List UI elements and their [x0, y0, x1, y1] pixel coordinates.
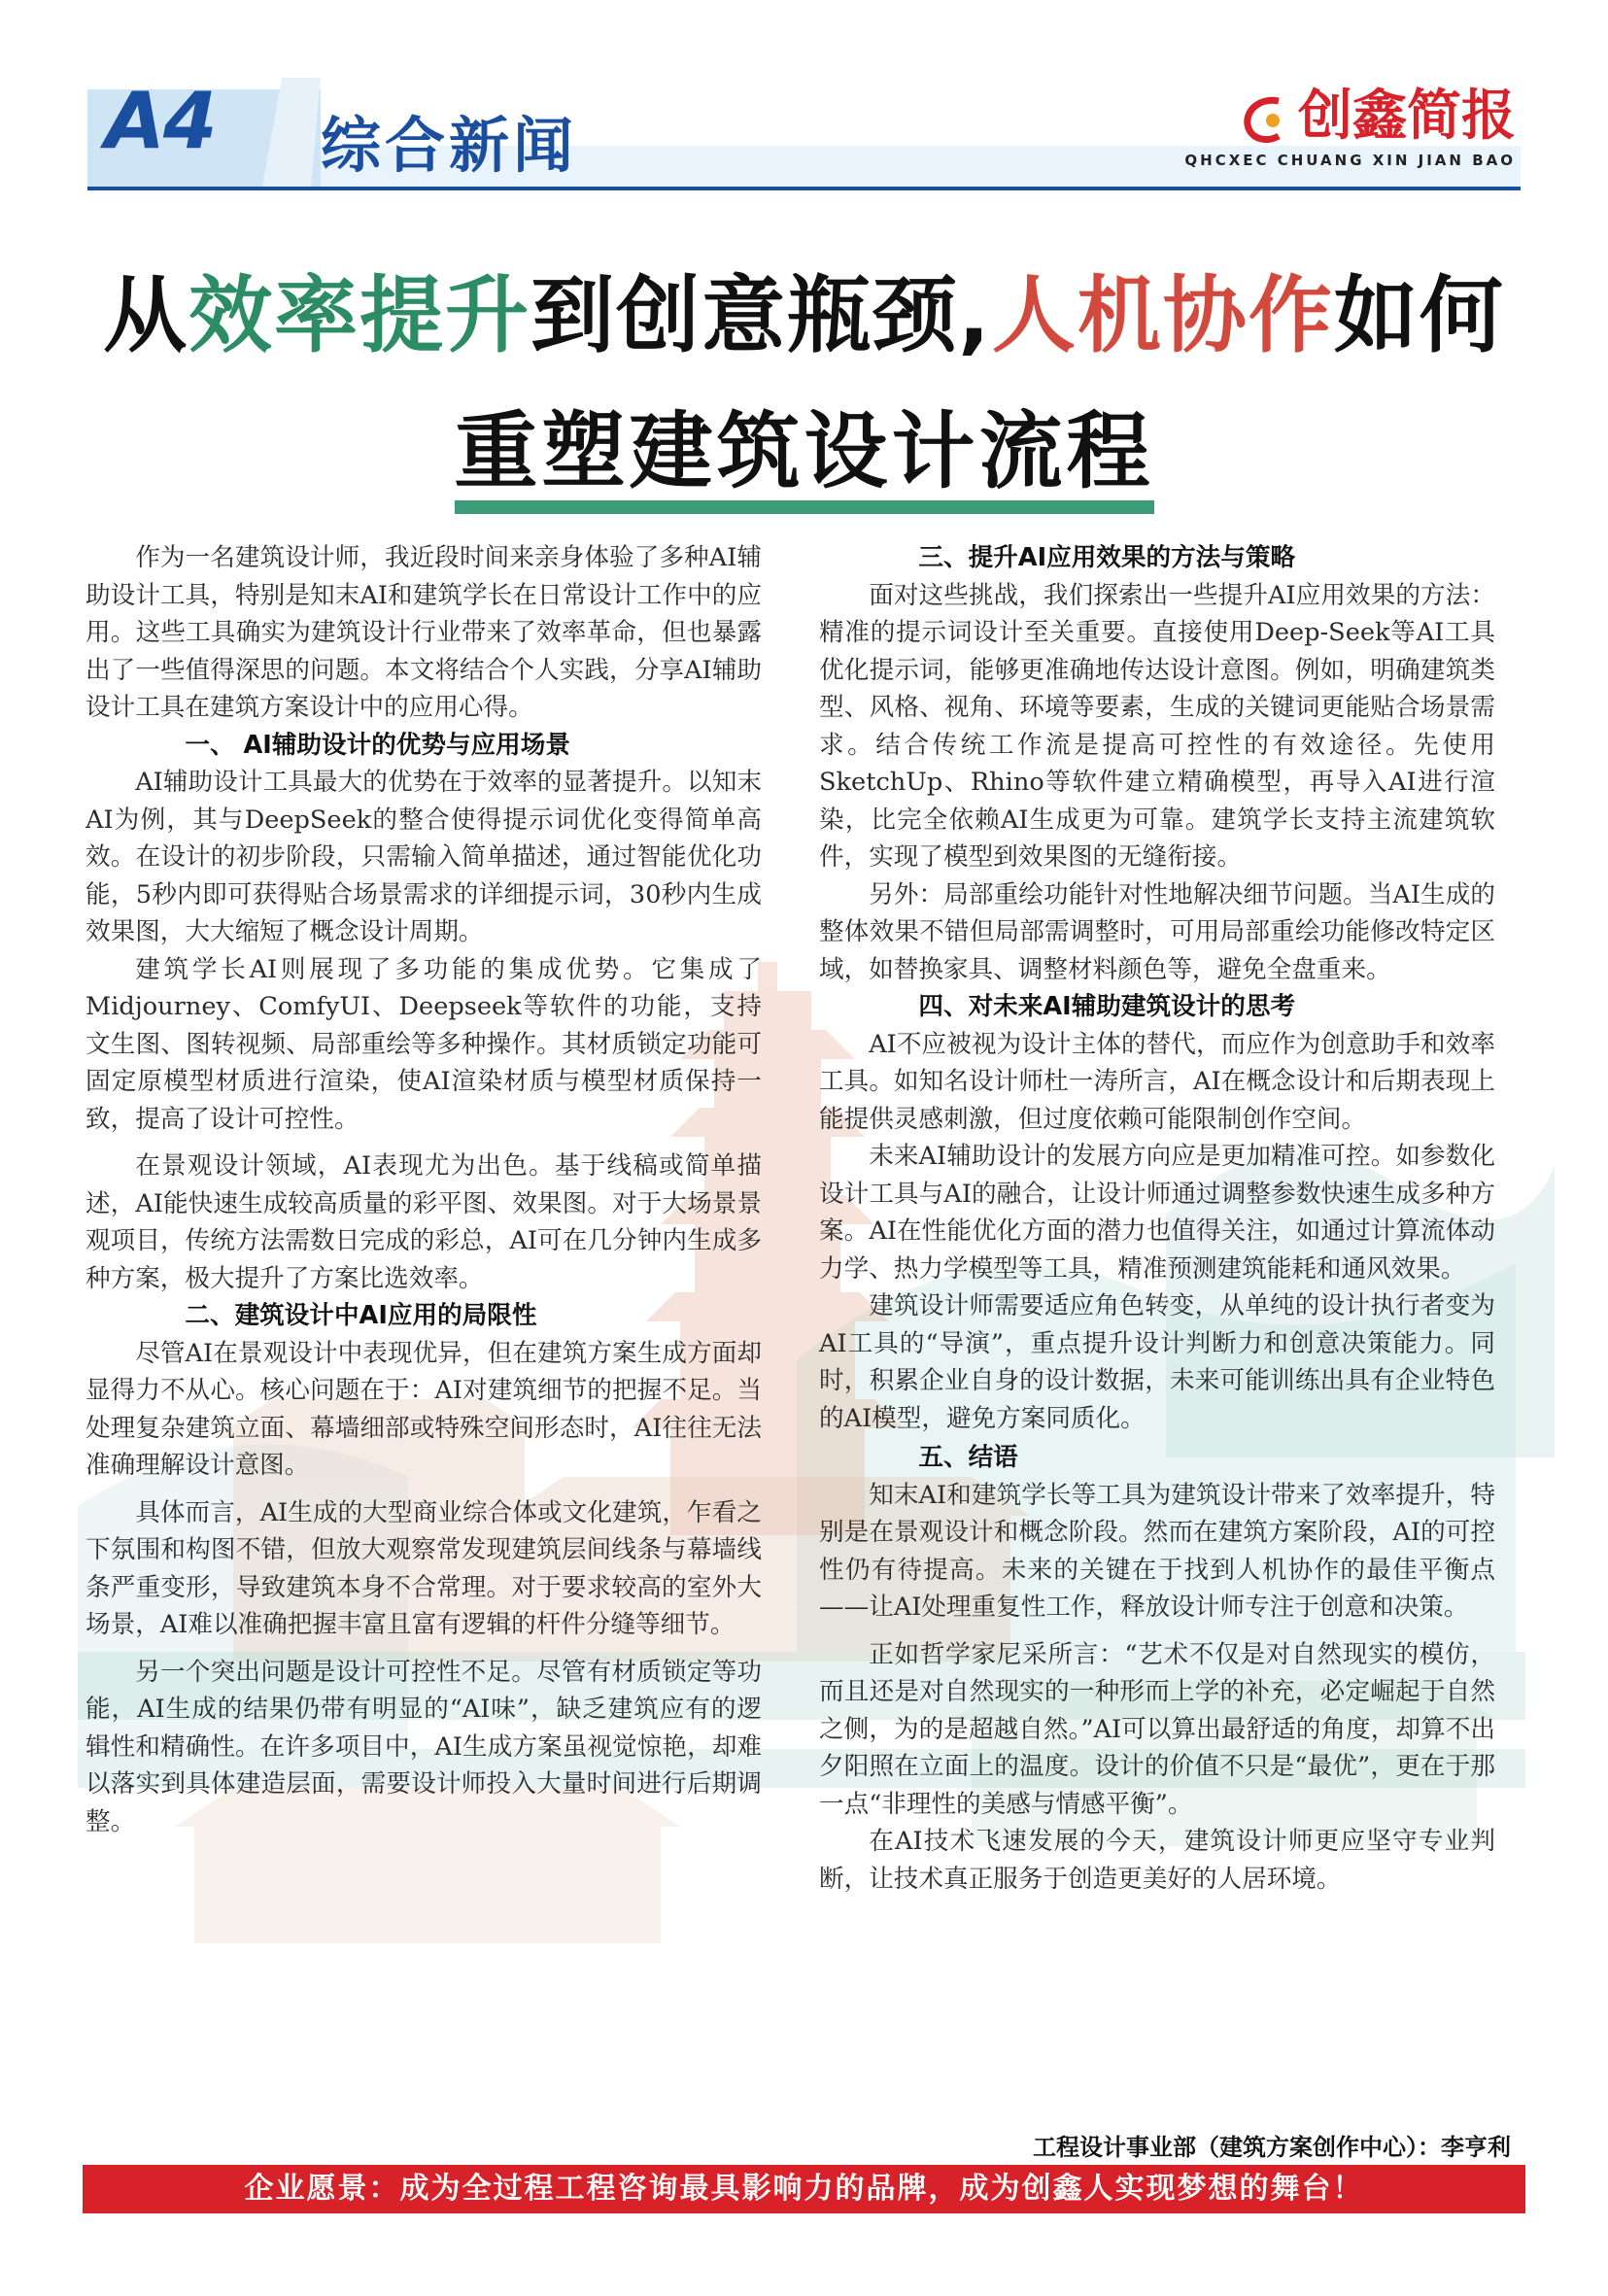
footer-vision-banner: 企业愿景：成为全过程工程咨询最具影响力的品牌，成为创鑫人实现梦想的舞台！: [83, 2165, 1525, 2213]
article-column-right: [819, 539, 1495, 1898]
paragraph: 另一个突出问题是设计可控性不足。尽管有材质锁定等功能，AI生成的结果仍带有明显的“AI味”，缺乏建筑应有的逻辑性和精确性。在许多项目中，AI生成方案虽视觉惊艳，却难以落实到具体建造层面，需要设计师投入大量时间进行后期调整。: [86, 1657, 762, 1836]
paragraph: 建筑设计师需要适应角色转变，从单纯的设计执行者变为AI工具的“导演”，重点提升设计判断力和创意决策能力。同时，积累企业自身的设计数据，未来可能训练出具有企业特色的AI模型，避免方案同质化。: [819, 1291, 1495, 1433]
logo-text-cn: 创鑫简报: [1298, 85, 1516, 148]
paragraph: 建筑学长AI则展现了多功能的集成优势。它集成了Midjourney、ComfyUI、Deepseek等软件的功能，支持文生图、图转视频、局部重绘等多种操作。其材质锁定功能可固定原模型材质进行渲染，使AI渲染材质与模型材质保持一致，提高了设计可控性。: [86, 954, 762, 1134]
paragraph: 知末AI和建筑学长等工具为建筑设计带来了效率提升，特别是在景观设计和概念阶段。然而在建筑方案阶段，AI的可控性仍有待提高。未来的关键在于找到人机协作的最佳平衡点——让AI处理重复性工作，释放设计师专注于创意和决策。: [819, 1480, 1495, 1622]
article-column-left: [86, 539, 762, 1840]
paragraph: 具体而言，AI生成的大型商业综合体或文化建筑，乍看之下氛围和构图不错，但放大观察常发现建筑层间线条与幕墙线条严重变形，导致建筑本身不合常理。对于要求较高的室外大场景，AI难以准确把握丰富且富有逻辑的杆件分缝等细节。: [86, 1497, 762, 1639]
paragraph: 正如哲学家尼采所言：“艺术不仅是对自然现实的模仿，而且还是对自然现实的一种形而上学的补充，必定崛起于自然之侧，为的是超越自然。”AI可以算出最舒适的角度，却算不出夕阳照在立面上的温度。设计的价值不只是“最优”，更在于那一点“非理性的美感与情感平衡”。: [819, 1639, 1495, 1819]
paragraph: 在景观设计领域，AI表现尤为出色。基于线稿或简单描述，AI能快速生成较高质量的彩平图、效果图。对于大场景景观项目，传统方法需数日完成的彩总，AI可在几分钟内生成多种方案，极大提升了方案比选效率。: [86, 1151, 762, 1293]
masthead-logo: [1184, 87, 1516, 169]
section-title: 综合新闻: [321, 110, 578, 181]
logo-text-en: QHCXEC CHUANG XIN JIAN BAO: [1184, 152, 1516, 169]
section-heading-5: 五、结语: [918, 1443, 1018, 1472]
author-byline: 工程设计事业部（建筑方案创作中心）：李亨利: [1033, 2134, 1511, 2161]
paragraph: 作为一名建筑设计师，我近段时间来亲身体验了多种AI辅助设计工具，特别是知末AI和建筑学长在日常设计工作中的应用。这些工具确实为建筑设计行业带来了效率革命，但也暴露出了一些值得深思的问题。本文将结合个人实践，分享AI辅助设计工具在建筑方案设计中的应用心得。: [86, 543, 762, 722]
headline-highlight-red: 人机协作: [991, 267, 1334, 364]
logo-mark-icon: [1240, 93, 1292, 146]
paragraph: 未来AI辅助设计的发展方向应是更加精准可控。如参数化设计工具与AI的融合，让设计师通过调整参数快速生成多种方案。AI在性能优化方面的潜力也值得关注，如通过计算流体动力学、热力学模型等工具，精准预测建筑能耗和通风效果。: [819, 1142, 1495, 1284]
section-heading-1: 一、 AI辅助设计的优势与应用场景: [185, 730, 570, 760]
paragraph: AI不应被视为设计主体的替代，而应作为创意助手和效率工具。如知名设计师杜一涛所言，AI在概念设计和后期表现上能提供灵感刺激，但过度依赖可能限制创作空间。: [819, 1029, 1495, 1134]
headline-line-2: 重塑建筑设计流程: [0, 384, 1608, 504]
headline-highlight-green: 效率提升: [188, 267, 531, 364]
paragraph: 尽管AI在景观设计中表现优异，但在建筑方案生成方面却显得力不从心。核心问题在于：AI对建筑细节的把握不足。当处理复杂建筑立面、幕墙细部或特殊空间形态时，AI往往无法准确理解设计意图。: [86, 1338, 762, 1480]
paragraph: 在AI技术飞速发展的今天，建筑设计师更应坚守专业判断，让技术真正服务于创造更美好的人居环境。: [819, 1827, 1495, 1894]
section-heading-3: 三、提升AI应用效果的方法与策略: [918, 543, 1296, 572]
section-heading-4: 四、对未来AI辅助建筑设计的思考: [918, 992, 1296, 1021]
section-heading-2: 二、建筑设计中AI应用的局限性: [185, 1301, 537, 1330]
paragraph: AI辅助设计工具最大的优势在于效率的显著提升。以知末AI为例，其与DeepSeek的整合使得提示词优化变得简单高效。在设计的初步阶段，只需输入简单描述，通过智能优化功能，5秒内即可获得贴合场景需求的详细提示词，30秒内生成效果图，大大缩短了概念设计周期。: [86, 768, 762, 946]
paragraph: 面对这些挑战，我们探索出一些提升AI应用效果的方法：精准的提示词设计至关重要。直接使用Deep-Seek等AI工具优化提示词，能够更准确地传达设计意图。例如，明确建筑类型、风格、视角、环境等要素，生成的关键词更能贴合场景需求。结合传统工作流是提高可控性的有效途径。先使用SketchUp、Rhino等软件建立精确模型，再导入AI进行渲染，比完全依赖AI生成更为可靠。建筑学长支持主流建筑软件，实现了模型到效果图的无缝衔接。: [819, 580, 1495, 872]
page-header: [0, 0, 1608, 199]
page-number: A4: [105, 76, 216, 166]
paragraph: 另外：局部重绘功能针对性地解决细节问题。当AI生成的整体效果不错但局部需调整时，可用局部重绘功能修改特定区域，如替换家具、调整材料颜色等，避免全盘重来。: [819, 879, 1495, 984]
headline-line-1: 从效率提升到创意瓶颈,人机协作如何: [103, 267, 1505, 364]
header-divider: [87, 187, 1521, 190]
